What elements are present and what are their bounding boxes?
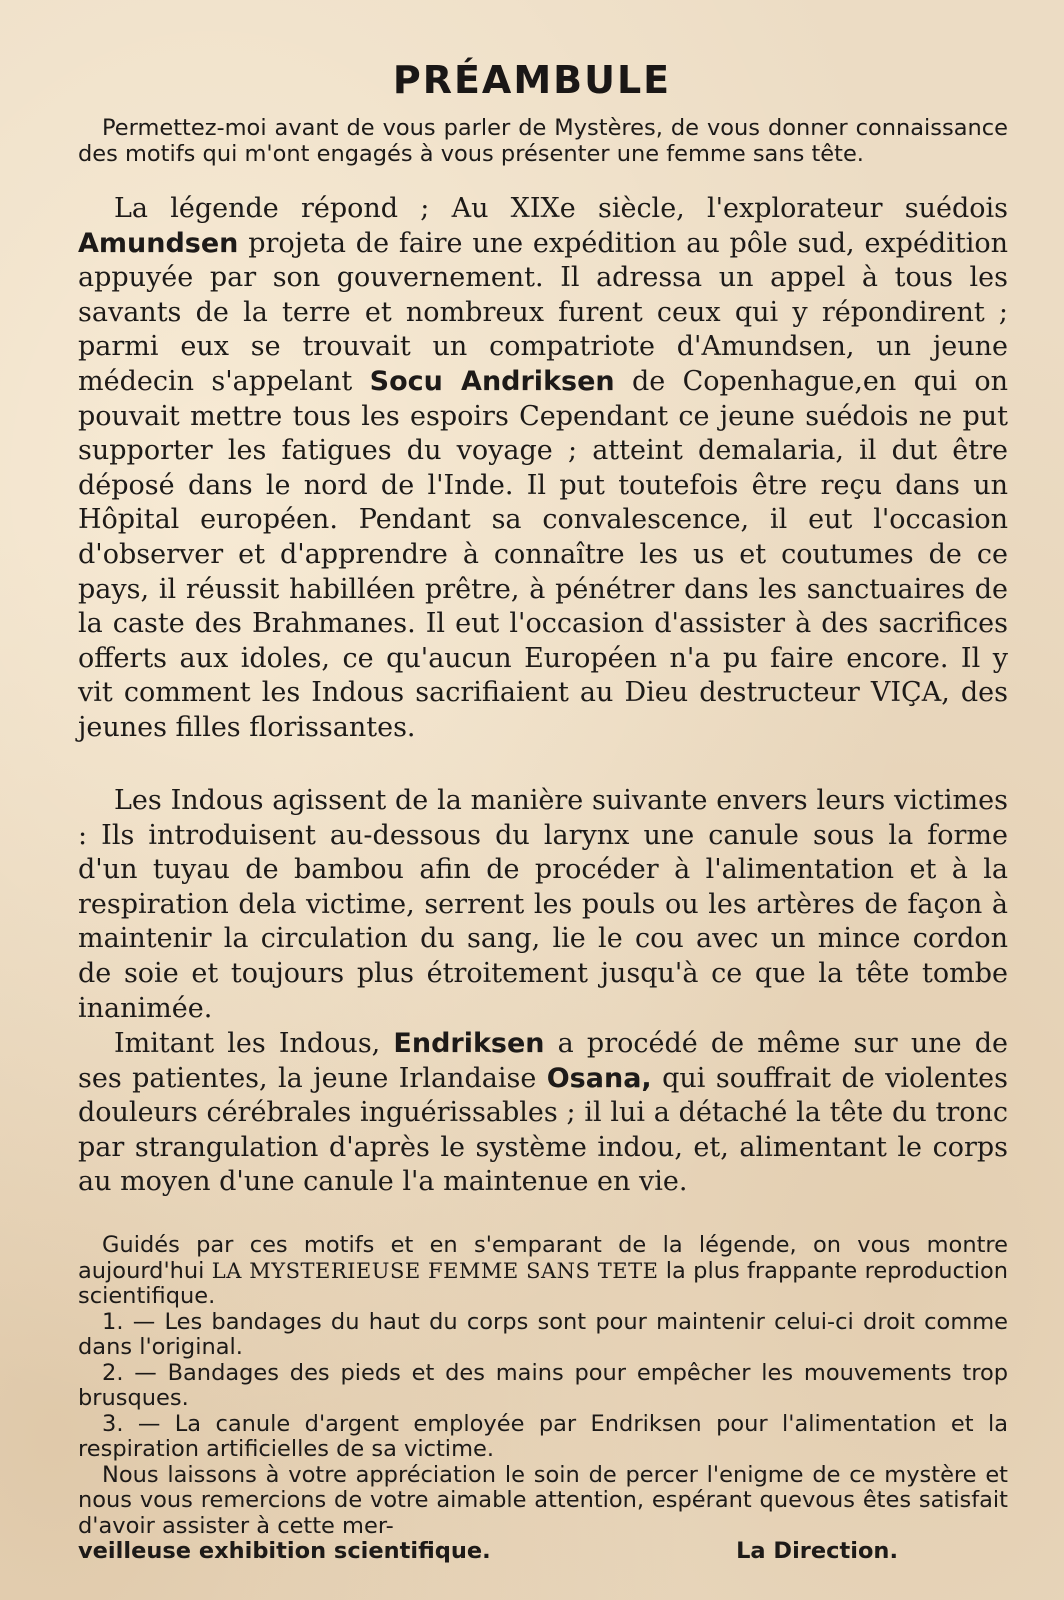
name-amundsen: Amundsen	[78, 227, 239, 259]
name-andriksen: Socu Andriksen	[369, 365, 615, 397]
signature-row	[78, 1539, 1008, 1565]
legend-text-b: projeta de faire une expédition au pôle sud, expédition appuyée par son gouvernement. Il adressa un appel à tous les savants de la terre et nombreux furent ceux qui y répondirent ; parmi eux se trouvait un compatriote d'Amundsen, un jeune médecin s'appelant	[78, 227, 1008, 397]
legend-paragraph	[78, 192, 1008, 746]
name-endriksen: Endriksen	[393, 1028, 545, 1059]
imitation-text-a: Imitant les Indous,	[114, 1028, 381, 1059]
imitation-text-b: a procédé de même sur une de ses patientes, la jeune Irlandaise	[78, 1028, 1008, 1094]
guide-section	[78, 1233, 1008, 1565]
imitation-text-c: qui souffrait de violentes douleurs cérébrales inguérissables ; il lui a détaché la tête du tronc par strangulation d'après le système indou, et, alimentant le corps au moyen d'une canule l'a maintenue en vie.	[78, 1062, 1008, 1198]
closing-paragraph: Nous laissons à votre appréciation le soin de percer l'enigme de ce mystère et nous vous remercions de votre aimable attention, espérant quevous êtes satisfait d'avoir assister à cette mer-	[78, 1461, 1008, 1539]
guide-caps: LA MYSTERIEUSE FEMME SANS TETE	[211, 1258, 659, 1283]
name-osana: Osana,	[546, 1062, 652, 1094]
list-item: 2. — Bandages des pieds et des mains pour empêcher les mouvements trop brusques.	[78, 1359, 1008, 1411]
signature: La Direction.	[736, 1538, 898, 1564]
closing-end: veilleuse exhibition scientifique.	[78, 1538, 491, 1564]
method-paragraph: Les Indous agissent de la manière suivante envers leurs victimes : Ils introduisent au-dessous du larynx une canule sous la forme d'un tuyau de bambou afin de procéder à l'alimentation et à la respiration dela victime, serrent les pouls ou les artères de façon à maintenir la circulation du sang, lie le cou avec un mince cordon de soie et toujours plus étroitement jusqu'à ce que la tête tombe inanimée.	[78, 785, 1008, 1024]
imitation-paragraph	[78, 1027, 1008, 1200]
guide-text-b: la plus frappante reproduction scientifique.	[78, 1257, 1008, 1309]
page-title: PRÉAMBULE	[392, 58, 672, 102]
list-item: 1. — Les bandages du haut du corps sont pour maintenir celui-ci droit comme dans l'original.	[78, 1308, 1008, 1360]
guide-paragraph	[78, 1233, 1008, 1310]
legend-text-c: de Copenhague,en qui on pouvait mettre tous les espoirs Cependant ce jeune suédois ne put supporter les fatigues du voyage ; atteint demalaria, il dut être déposé dans le nord de l'Inde. Il put toutefois être reçu dans un Hôpital européen. Pendant sa convalescence, il eut l'occasion d'observer et d'apprendre à connaître les us et coutumes de ce pays, il réussit habilléen prêtre, à pénétrer dans les sanctuaires de la caste des Brahmanes. Il eut l'occasion d'assister à des sacrifices offerts aux idoles, ce qu'aucun Européen n'a pu faire encore. Il y vit comment les Indous sacrifiaient au Dieu destructeur VIÇA, des jeunes filles florissantes.	[78, 365, 1008, 743]
guide-text-a: Guidés par ces motifs et en s'emparant de la légende, on vous montre aujourd'hui	[78, 1232, 1008, 1284]
intro-paragraph: Permettez-moi avant de vous parler de Mystères, de vous donner connaissance des motifs qui m'ont engagés à vous présenter une femme sans tête.	[78, 115, 1008, 167]
list-item: 3. — La canule d'argent employée par Endriksen pour l'alimentation et la respiration artificielles de sa victime.	[78, 1410, 1008, 1462]
legend-text-a: La légende répond ; Au XIXe siècle, l'explorateur suédois	[114, 193, 1008, 224]
